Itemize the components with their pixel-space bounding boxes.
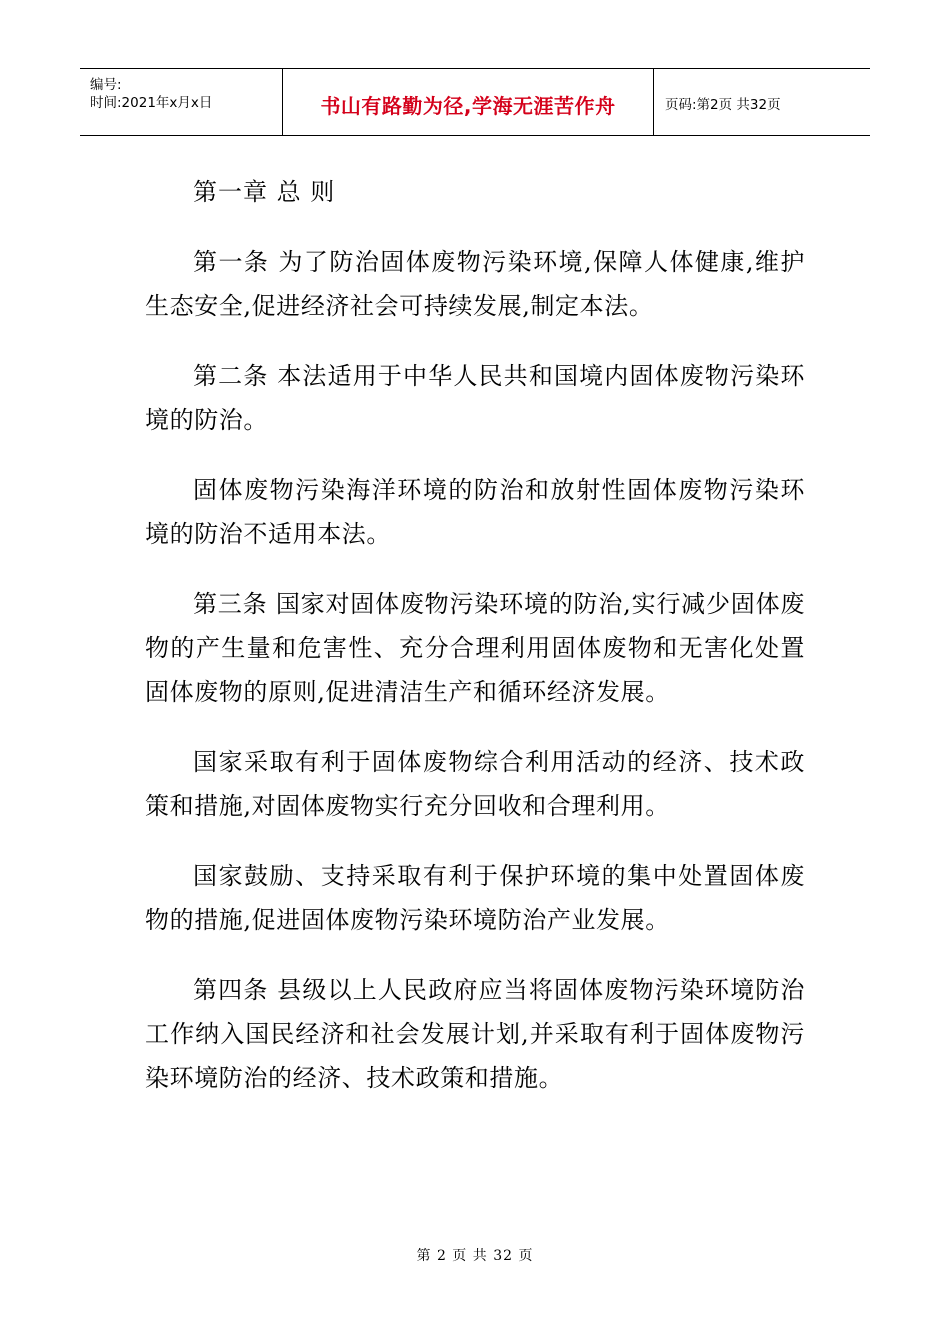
page-header bbox=[80, 68, 870, 136]
header-page-info: 页码:第2页 共32页 bbox=[665, 97, 781, 113]
article-3: 第三条 国家对固体废物污染环境的防治,实行减少固体废物的产生量和危害性、充分合理利用固体废物和无害化处置固体废物的原则,促进清洁生产和循环经济发展。 bbox=[145, 590, 805, 706]
article-3-paragraph-3: 国家鼓励、支持采取有利于保护环境的集中处置固体废物的措施,促进固体废物污染环境防治产业发展。 bbox=[145, 862, 805, 934]
header-motto: 书山有路勤为径,学海无涯苦作舟 bbox=[320, 93, 616, 118]
header-meta-cell bbox=[80, 69, 283, 135]
article-3-paragraph-2: 国家采取有利于固体废物综合利用活动的经济、技术政策和措施,对固体废物实行充分回收和合理利用。 bbox=[145, 748, 805, 820]
header-page-cell bbox=[654, 69, 870, 135]
document-time-label: 时间:2021年x月x日 bbox=[90, 95, 213, 111]
chapter-heading: 第一章 总 则 bbox=[193, 178, 336, 206]
document-number-label: 编号: bbox=[90, 77, 122, 93]
footer-page-number: 第 2 页 共 32 页 bbox=[416, 1248, 534, 1264]
header-motto-cell bbox=[283, 69, 654, 135]
page-footer bbox=[0, 1245, 950, 1265]
article-2: 第二条 本法适用于中华人民共和国境内固体废物污染环境的防治。 bbox=[145, 362, 805, 434]
document-body bbox=[145, 170, 805, 1126]
article-1: 第一条 为了防治固体废物污染环境,保障人体健康,维护生态安全,促进经济社会可持续发展,制定本法。 bbox=[145, 248, 805, 320]
article-2-paragraph-2: 固体废物污染海洋环境的防治和放射性固体废物污染环境的防治不适用本法。 bbox=[145, 476, 805, 548]
article-4: 第四条 县级以上人民政府应当将固体废物污染环境防治工作纳入国民经济和社会发展计划,并采取有利于固体废物污染环境防治的经济、技术政策和措施。 bbox=[145, 976, 805, 1092]
